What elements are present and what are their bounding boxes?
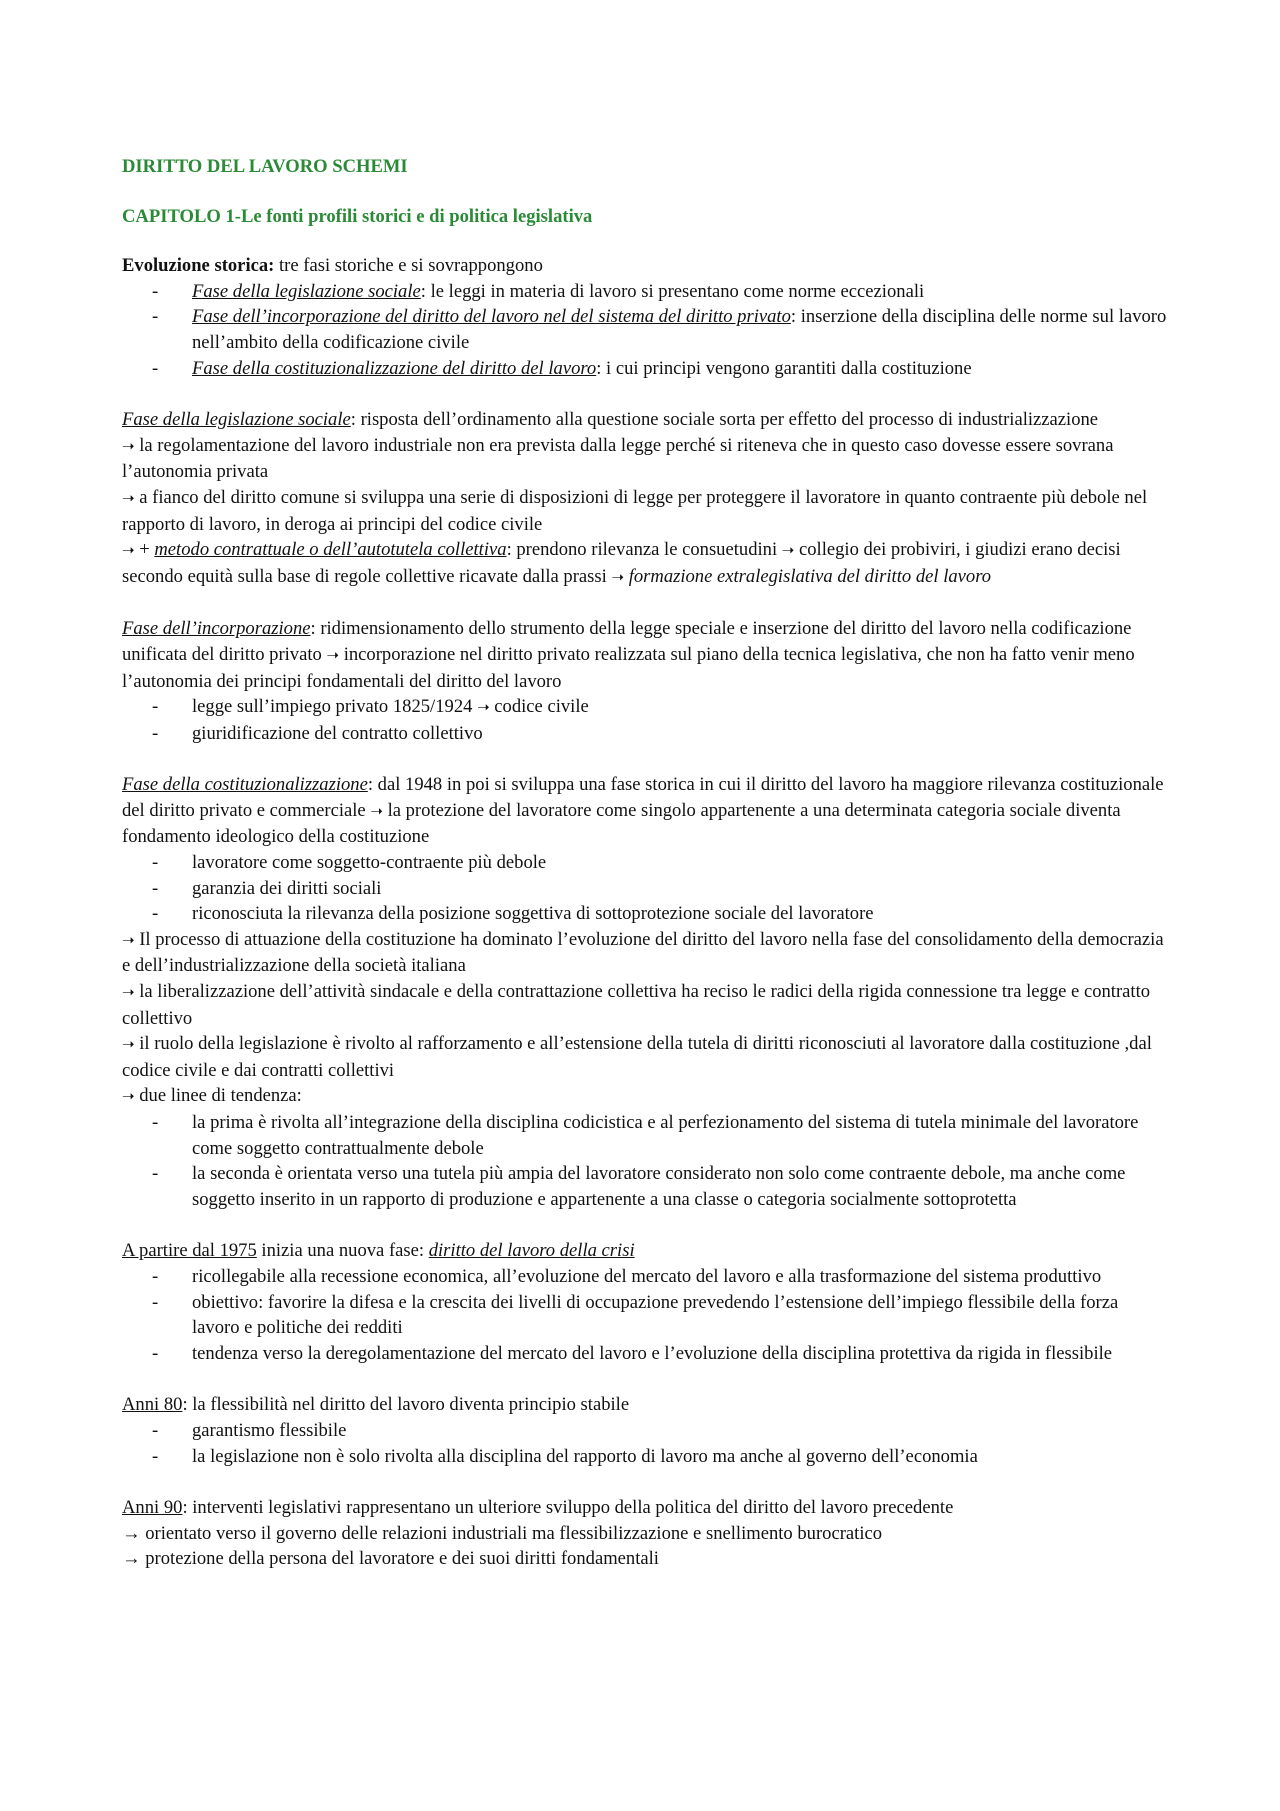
section-evoluzione-storica: [122, 253, 1168, 381]
arrow-line-text: orientato verso il governo delle relazioni industriali ma flessibilizzazione e snellimento burocratico: [140, 1522, 883, 1544]
arrow-line: [122, 537, 1168, 590]
list-item: - la legislazione non è solo rivolta alla disciplina del rapporto di lavoro ma anche al governo dell’economia: [192, 1444, 1168, 1470]
arrow-line-text: il ruolo della legislazione è rivolto al rafforzamento e all’estensione della tutela di diritti riconosciuti al lavoratore dalla costituzione ,dal codice civile e dai contratti collettivi: [122, 1033, 1152, 1081]
list-item: - lavoratore come soggetto-contraente più debole: [192, 850, 1168, 876]
section-intro: [122, 253, 1168, 279]
phase-text: : inserzione della disciplina delle norme sul lavoro nell’ambito della codificazione civile: [192, 306, 1167, 353]
incorporazione-list: [122, 694, 1168, 746]
arrow-line-text: la liberalizzazione dell’attività sindacale e della contrattazione collettiva ha reciso le radici della rigida connessione tra legge e contratto collettivo: [122, 981, 1151, 1029]
list-item: - obiettivo: favorire la difesa e la crescita dei livelli di occupazione prevedendo l’estensione dell’impiego flessibile della forza lavoro e politiche dei redditi: [192, 1290, 1168, 1341]
paragraph-text: : ridimensionamento dello strumento della legge speciale e inserzione del diritto del lavoro nella codificazione unificata del diritto privato: [122, 618, 1132, 665]
arrow-line: [122, 1083, 1168, 1110]
arrow-icon: →: [122, 1522, 141, 1544]
section-legislazione-sociale: [122, 407, 1168, 590]
list-item-text: codice civile: [489, 696, 589, 718]
list-item: - riconosciuta la rilevanza della posizione soggettiva di sottoprotezione sociale del lavoratore: [192, 901, 1168, 927]
document-title: DIRITTO DEL LAVORO SCHEMI: [122, 156, 408, 177]
paragraph-text: : risposta dell’ordinamento alla questione sociale sorta per effetto del processo di industrializzazione: [350, 409, 1099, 431]
section-anni-90: [122, 1495, 1168, 1572]
emphasis-text: formazione extralegislativa del diritto del lavoro: [628, 565, 992, 587]
arrow-icon: ➝: [781, 541, 795, 560]
section-lead: Anni 90: [122, 1497, 183, 1519]
list-item: - garanzia dei diritti sociali: [192, 876, 1168, 902]
list-item: - ricollegabile alla recessione economica, all’evoluzione del mercato del lavoro e alla trasformazione del sistema produttivo: [192, 1264, 1168, 1290]
paragraph-text: : dal 1948 in poi si sviluppa una fase storica in cui il diritto del lavoro ha maggiore rilevanza costituzionale del diritto privato e commerciale: [122, 774, 1164, 821]
anni-80-list: [122, 1418, 1168, 1469]
paragraph: [122, 1495, 1168, 1521]
paragraph: [122, 1238, 1168, 1264]
section-1975: [122, 1238, 1168, 1366]
arrow-icon: ➝: [122, 983, 135, 1002]
section-label: Evoluzione storica:: [122, 255, 275, 277]
crisi-list: [122, 1264, 1168, 1366]
tendenza-list: [122, 1110, 1168, 1212]
phase-term: Fase della costituzionalizzazione del diritto del lavoro: [192, 357, 597, 379]
arrow-line: [122, 927, 1168, 979]
arrow-line-text: collegio dei probiviri, i giudizi erano decisi secondo equità sulla base di regole collettive ricavate dalla prassi: [122, 539, 1121, 587]
arrow-line-text: protezione della persona del lavoratore e dei suoi diritti fondamentali: [140, 1548, 659, 1570]
arrow-line: [122, 433, 1168, 485]
arrow-icon: ➝: [122, 541, 135, 560]
arrow-line-text: la regolamentazione del lavoro industriale non era prevista dalla legge perché si riteneva che in questo caso dovesse essere sovrana l’autonomia privata: [122, 434, 1114, 483]
arrow-line: [122, 1031, 1168, 1083]
section-term: Fase della costituzionalizzazione: [122, 774, 368, 796]
paragraph: [122, 407, 1168, 433]
phase-term: Fase della legislazione sociale: [192, 280, 421, 302]
section-intro-text: tre fasi storiche e si sovrappongono: [274, 255, 543, 277]
section-term: Fase della legislazione sociale: [122, 409, 351, 431]
arrow-line-text: +: [134, 539, 155, 561]
arrow-line: [122, 1521, 1168, 1547]
arrow-icon: ➝: [477, 698, 490, 717]
section-term: Fase dell’incorporazione: [122, 618, 311, 640]
paragraph: [122, 616, 1168, 694]
arrow-line-text: due linee di tendenza:: [134, 1085, 302, 1107]
list-item: - giuridificazione del contratto collettivo: [192, 721, 1168, 747]
arrow-line: [122, 485, 1168, 537]
costituzione-list: [122, 850, 1168, 927]
arrow-icon: ➝: [122, 1035, 135, 1054]
arrow-icon: →: [122, 1548, 141, 1570]
arrow-line: [122, 1546, 1168, 1572]
list-item: [192, 279, 1168, 305]
arrow-icon: ➝: [122, 1087, 135, 1106]
list-item: - garantismo flessibile: [192, 1418, 1168, 1444]
list-item: [192, 304, 1168, 355]
section-incorporazione: [122, 616, 1168, 746]
paragraph-text: inizia una nuova fase:: [256, 1240, 429, 1262]
paragraph: [122, 772, 1168, 850]
list-item: [192, 356, 1168, 382]
arrow-line-text: : prendono rilevanza le consuetudini: [506, 539, 782, 561]
list-item: - la seconda è orientata verso una tutela più ampia del lavoratore considerato non solo come contraente debole, ma anche come soggetto inserito in un rapporto di produzione e appartenente a una classe o categoria socialmente sottoprotetta: [192, 1161, 1168, 1212]
section-anni-80: [122, 1392, 1168, 1469]
phase-list: [122, 279, 1168, 381]
phase-text: : le leggi in materia di lavoro si presentano come norme eccezionali: [420, 280, 925, 302]
arrow-icon: ➝: [370, 801, 383, 820]
arrow-icon: ➝: [122, 436, 135, 455]
arrow-icon: ➝: [122, 930, 135, 949]
arrow-line-text: a fianco del diritto comune si sviluppa una serie di disposizioni di legge per proteggere il lavoratore in quanto contraente più debole nel rapporto di lavoro, in deroga ai principi del codice civile: [122, 486, 1148, 535]
section-term: diritto del lavoro della crisi: [428, 1240, 635, 1262]
paragraph-text: : interventi legislativi rappresentano un ulteriore sviluppo della politica del diritto del lavoro precedente: [182, 1497, 954, 1519]
arrow-line: [122, 979, 1168, 1031]
list-item-text: legge sull’impiego privato 1825/1924: [192, 696, 478, 718]
chapter-title: CAPITOLO 1-Le fonti profili storici e di politica legislativa: [122, 205, 593, 227]
arrow-icon: ➝: [122, 488, 135, 507]
list-item: - tendenza verso la deregolamentazione del mercato del lavoro e l’evoluzione della disciplina protettiva da rigida in flessibile: [192, 1341, 1168, 1367]
arrow-line-text: Il processo di attuazione della costituzione ha dominato l’evoluzione del diritto del lavoro nella fase del consolidamento della democrazia e dell’industrializzazione della società italiana: [122, 928, 1164, 977]
phase-text: : i cui principi vengono garantiti dalla costituzione: [596, 357, 972, 379]
list-item: [192, 694, 1168, 721]
section-costituzionalizzazione: [122, 772, 1168, 1212]
paragraph-text: : la flessibilità nel diritto del lavoro diventa principio stabile: [182, 1394, 630, 1416]
paragraph-text: la protezione del lavoratore come singolo appartenente a una determinata categoria sociale diventa fondamento ideologico della costituzione: [122, 799, 1121, 848]
paragraph-text: incorporazione nel diritto privato realizzata sul piano della tecnica legislativa, che non ha fatto venir meno l’autonomia dei principi fondamentali del diritto del lavoro: [122, 643, 1135, 692]
section-lead: Anni 80: [122, 1394, 183, 1416]
list-item: - la prima è rivolta all’integrazione della disciplina codicistica e al perfezionamento del sistema di tutela minimale del lavoratore come soggetto contrattualmente debole: [192, 1110, 1168, 1161]
arrow-icon: ➝: [611, 567, 625, 586]
paragraph: [122, 1392, 1168, 1418]
method-term: metodo contrattuale o dell’autotutela collettiva: [154, 539, 507, 561]
phase-term: Fase dell’incorporazione del diritto del lavoro nel del sistema del diritto privato: [192, 306, 791, 328]
section-lead: A partire dal 1975: [122, 1240, 257, 1262]
arrow-icon: ➝: [326, 645, 340, 664]
